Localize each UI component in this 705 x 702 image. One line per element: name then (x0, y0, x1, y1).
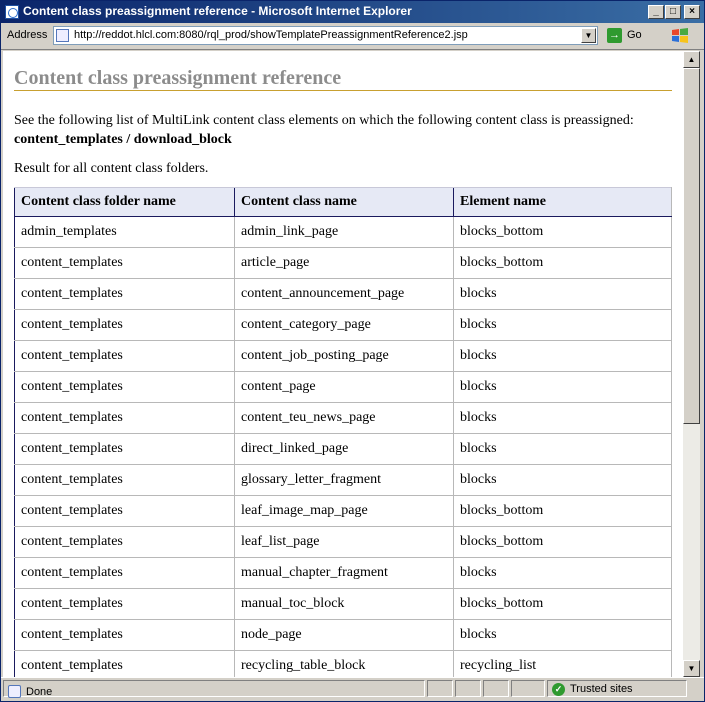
folder-name-cell: content_templates (15, 434, 235, 465)
go-button[interactable] (605, 26, 657, 45)
folder-name-cell: content_templates (15, 465, 235, 496)
reference-table (14, 187, 672, 677)
minimize-icon: _ (653, 6, 659, 17)
page-icon (56, 29, 69, 42)
folder-name-cell: content_templates (15, 248, 235, 279)
table-row (15, 434, 672, 465)
class-name-cell: recycling_table_block (235, 651, 454, 678)
table-row (15, 341, 672, 372)
status-panel (511, 680, 545, 697)
folder-name-cell: content_templates (15, 589, 235, 620)
element-name-cell: blocks_bottom (454, 217, 672, 248)
class-name-cell: leaf_list_page (235, 527, 454, 558)
class-name-cell: manual_chapter_fragment (235, 558, 454, 589)
element-name-cell: recycling_list (454, 651, 672, 678)
class-name-cell: manual_toc_block (235, 589, 454, 620)
go-arrow-icon: → (609, 29, 620, 41)
element-name-cell: blocks (454, 434, 672, 465)
arrow-down-icon: ▼ (687, 664, 696, 673)
address-input[interactable] (53, 26, 598, 45)
scroll-thumb[interactable] (683, 68, 700, 424)
table-row (15, 403, 672, 434)
folder-name-cell: content_templates (15, 372, 235, 403)
element-name-cell: blocks_bottom (454, 527, 672, 558)
trusted-zone-icon: ✓ (552, 683, 565, 696)
table-row (15, 279, 672, 310)
title-divider (14, 90, 672, 91)
table-row (15, 496, 672, 527)
header-class-name: Content class name (235, 188, 454, 217)
class-name-cell: content_job_posting_page (235, 341, 454, 372)
preassigned-class: content_templates / download_block (14, 132, 232, 147)
close-icon: × (689, 6, 695, 17)
zone-text: Trusted sites (570, 683, 633, 695)
table-row (15, 558, 672, 589)
element-name-cell: blocks (454, 279, 672, 310)
result-note: Result for all content class folders. (14, 161, 209, 176)
element-name-cell: blocks_bottom (454, 248, 672, 279)
intro-text: See the following list of MultiLink content class elements on which the following content class is preassigned: (14, 113, 634, 128)
table-row (15, 248, 672, 279)
folder-name-cell: content_templates (15, 558, 235, 589)
address-dropdown-button[interactable] (581, 28, 596, 43)
element-name-cell: blocks (454, 341, 672, 372)
maximize-icon: □ (669, 6, 677, 17)
minimize-button[interactable] (648, 5, 664, 19)
table-row (15, 310, 672, 341)
folder-name-cell: content_templates (15, 527, 235, 558)
class-name-cell: node_page (235, 620, 454, 651)
class-name-cell: glossary_letter_fragment (235, 465, 454, 496)
address-url[interactable]: http://reddot.hlcl.com:8080/rql_prod/showTemplatePreassignmentReference2.jsp (74, 29, 468, 41)
page-viewport (3, 51, 683, 677)
class-name-cell: article_page (235, 248, 454, 279)
vertical-scrollbar[interactable] (683, 51, 700, 677)
element-name-cell: blocks (454, 620, 672, 651)
scroll-down-button[interactable] (683, 660, 700, 677)
table-row (15, 217, 672, 248)
address-label: Address (7, 29, 48, 41)
table-header-row (15, 188, 672, 217)
table-row (15, 620, 672, 651)
ie-page-icon (5, 5, 19, 19)
status-panel (427, 680, 453, 697)
element-name-cell: blocks (454, 558, 672, 589)
folder-name-cell: admin_templates (15, 217, 235, 248)
element-name-cell: blocks (454, 372, 672, 403)
folder-name-cell: content_templates (15, 341, 235, 372)
window-title: Content class preassignment reference - Microsoft Internet Explorer (23, 4, 412, 18)
class-name-cell: leaf_image_map_page (235, 496, 454, 527)
element-name-cell: blocks (454, 403, 672, 434)
table-row (15, 651, 672, 678)
folder-name-cell: content_templates (15, 403, 235, 434)
go-label: Go (627, 29, 642, 41)
status-main-panel (3, 680, 425, 697)
table-row (15, 589, 672, 620)
windows-logo-icon (669, 25, 691, 47)
folder-name-cell: content_templates (15, 620, 235, 651)
element-name-cell: blocks (454, 465, 672, 496)
status-panel (483, 680, 509, 697)
page-title: Content class preassignment reference (14, 67, 342, 89)
class-name-cell: admin_link_page (235, 217, 454, 248)
folder-name-cell: content_templates (15, 279, 235, 310)
chevron-down-icon: ▼ (584, 31, 593, 40)
element-name-cell: blocks_bottom (454, 589, 672, 620)
folder-name-cell: content_templates (15, 310, 235, 341)
folder-name-cell: content_templates (15, 496, 235, 527)
element-name-cell: blocks (454, 310, 672, 341)
table-row (15, 527, 672, 558)
maximize-button[interactable] (665, 5, 681, 19)
scroll-up-button[interactable] (683, 51, 700, 68)
ie-status-icon (8, 685, 21, 698)
status-panel (455, 680, 481, 697)
class-name-cell: content_announcement_page (235, 279, 454, 310)
table-row (15, 372, 672, 403)
class-name-cell: content_category_page (235, 310, 454, 341)
status-text: Done (26, 686, 53, 698)
header-folder-name: Content class folder name (15, 188, 235, 217)
close-button[interactable] (684, 5, 700, 19)
table-row (15, 465, 672, 496)
status-bar (1, 677, 704, 702)
class-name-cell: content_page (235, 372, 454, 403)
arrow-up-icon: ▲ (687, 55, 696, 64)
folder-name-cell: content_templates (15, 651, 235, 678)
address-bar (1, 23, 704, 50)
class-name-cell: direct_linked_page (235, 434, 454, 465)
element-name-cell: blocks_bottom (454, 496, 672, 527)
class-name-cell: content_teu_news_page (235, 403, 454, 434)
header-element-name: Element name (454, 188, 672, 217)
title-bar[interactable] (1, 1, 704, 23)
